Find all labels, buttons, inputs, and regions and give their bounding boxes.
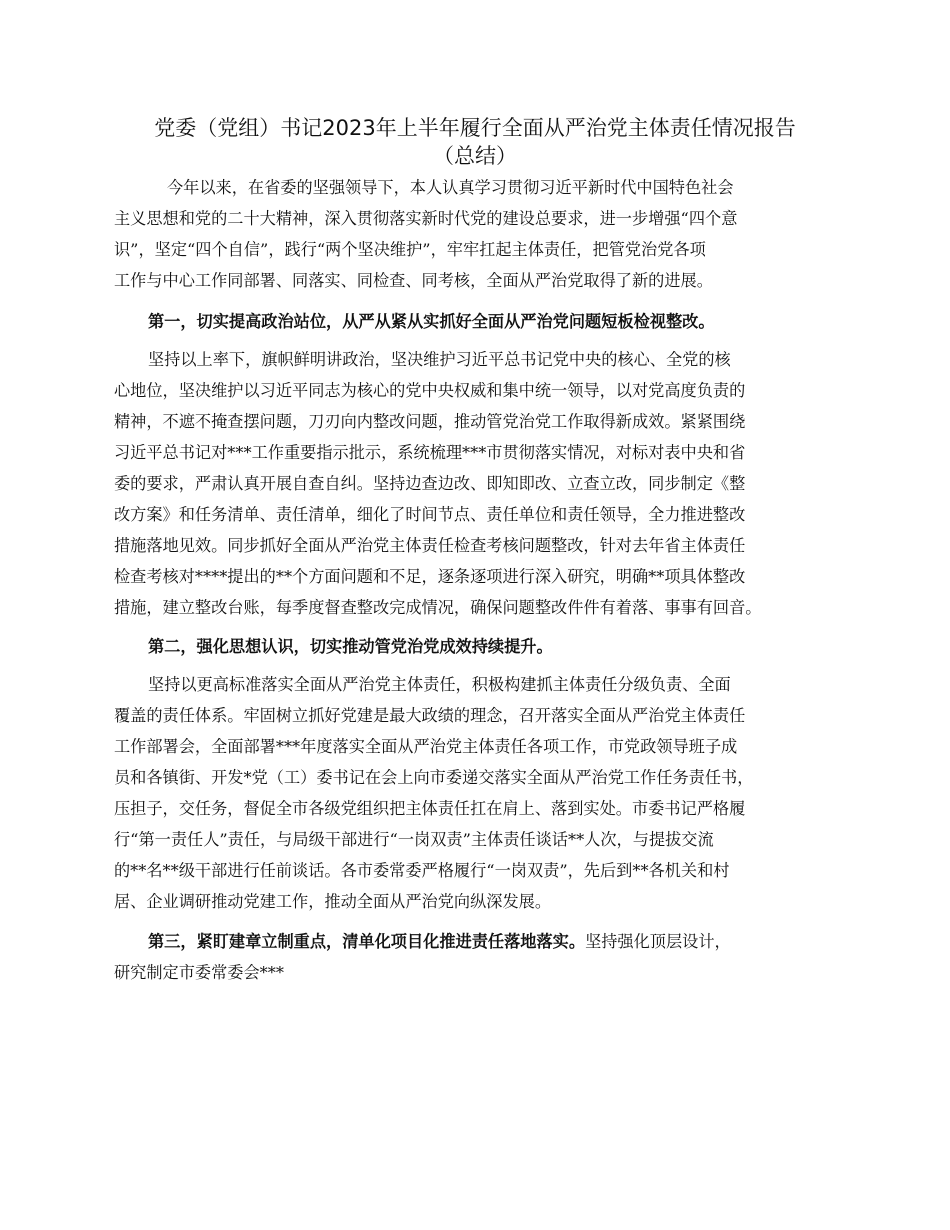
section3-first-line [148, 931, 731, 953]
intro-line: 今年以来，在省委的坚强领导下，本人认真学习贯彻习近平新时代中国特色社会 [167, 178, 734, 197]
section2-line: 员和各镇街、开发*党（工）委书记在会上向市委递交落实全面从严治党工作任务责任书， [114, 768, 754, 787]
document-subtitle: （总结） [433, 144, 517, 168]
section2-line: 覆盖的责任体系。牢固树立抓好党建是最大政绩的理念，召开落实全面从严治党主体责任 [114, 706, 746, 725]
section1-line: 精神，不遮不掩查摆问题，刀刃向内整改问题，推动管党治党工作取得新成效。紧紧围绕 [114, 412, 746, 431]
section1-line: 改方案》和任务清单、责任清单，细化了时间节点、责任单位和责任领导，全力推进整改 [114, 505, 746, 524]
section1-line: 措施，建立整改台账，每季度督查整改完成情况，确保问题整改件件有着落、事事有回音。 [114, 598, 762, 617]
section1-line: 委的要求，严肃认真开展自查自纠。坚持边查边改、即知即改、立查立改，同步制定《整 [114, 474, 746, 493]
section2-line: 居、企业调研推动党建工作，推动全面从严治党向纵深发展。 [114, 892, 552, 911]
section1-line: 检查考核对****提出的**个方面问题和不足，逐条逐项进行深入研究，明确**项具体整改 [114, 567, 746, 586]
section2-line: 的**名**级干部进行任前谈话。各市委常委严格履行“一岗双责”，先后到**各机关和村 [114, 861, 730, 880]
section1-line: 坚持以上率下，旗帜鲜明讲政治，坚决维护习近平总书记党中央的核心、全党的核 [148, 350, 731, 369]
section1-line: 心地位，坚决维护以习近平同志为核心的党中央权威和集中统一领导，以对党高度负责的 [114, 381, 746, 400]
section3-line: 研究制定市委常委会*** [114, 963, 284, 982]
intro-line: 识”，坚定“四个自信”，践行“两个坚决维护”，牢牢扛起主体责任，把管党治党各项 [114, 240, 706, 259]
section2-line: 压担子，交任务，督促全市各级党组织把主体责任扛在肩上、落到实处。市委书记严格履 [114, 799, 746, 818]
section2-line: 坚持以更高标准落实全面从严治党主体责任，积极构建抓主体责任分级负责、全面 [148, 675, 731, 694]
intro-line: 主义思想和党的二十大精神，深入贯彻落实新时代党的建设总要求，进一步增强“四个意 [114, 209, 738, 228]
section2-line: 工作部署会，全面部署***年度落实全面从严治党主体责任各项工作，市党政领导班子成 [114, 737, 738, 756]
section3-heading: 第三，紧盯建章立制重点，清单化项目化推进责任落地落实。 [148, 932, 586, 951]
section3-text: 坚持强化顶层设计， [585, 932, 731, 951]
document-title: 党委（党组）书记2023年上半年履行全面从严治党主体责任情况报告 [154, 116, 796, 140]
section2-heading: 第二，强化思想认识，切实推动管党治党成效持续提升。 [148, 637, 553, 656]
section1-heading: 第一，切实提高政治站位，从严从紧从实抓好全面从严治党问题短板检视整改。 [148, 312, 715, 331]
section1-line: 措施落地见效。同步抓好全面从严治党主体责任检查考核问题整改，针对去年省主体责任 [114, 536, 746, 555]
section2-line: 行“第一责任人”责任，与局级干部进行“一岗双责”主体责任谈话**人次，与提拔交流 [114, 830, 714, 849]
section1-line: 习近平总书记对***工作重要指示批示，系统梳理***市贯彻落实情况，对标对表中央和省 [114, 443, 746, 462]
intro-line: 工作与中心工作同部署、同落实、同检查、同考核，全面从严治党取得了新的进展。 [114, 271, 713, 290]
